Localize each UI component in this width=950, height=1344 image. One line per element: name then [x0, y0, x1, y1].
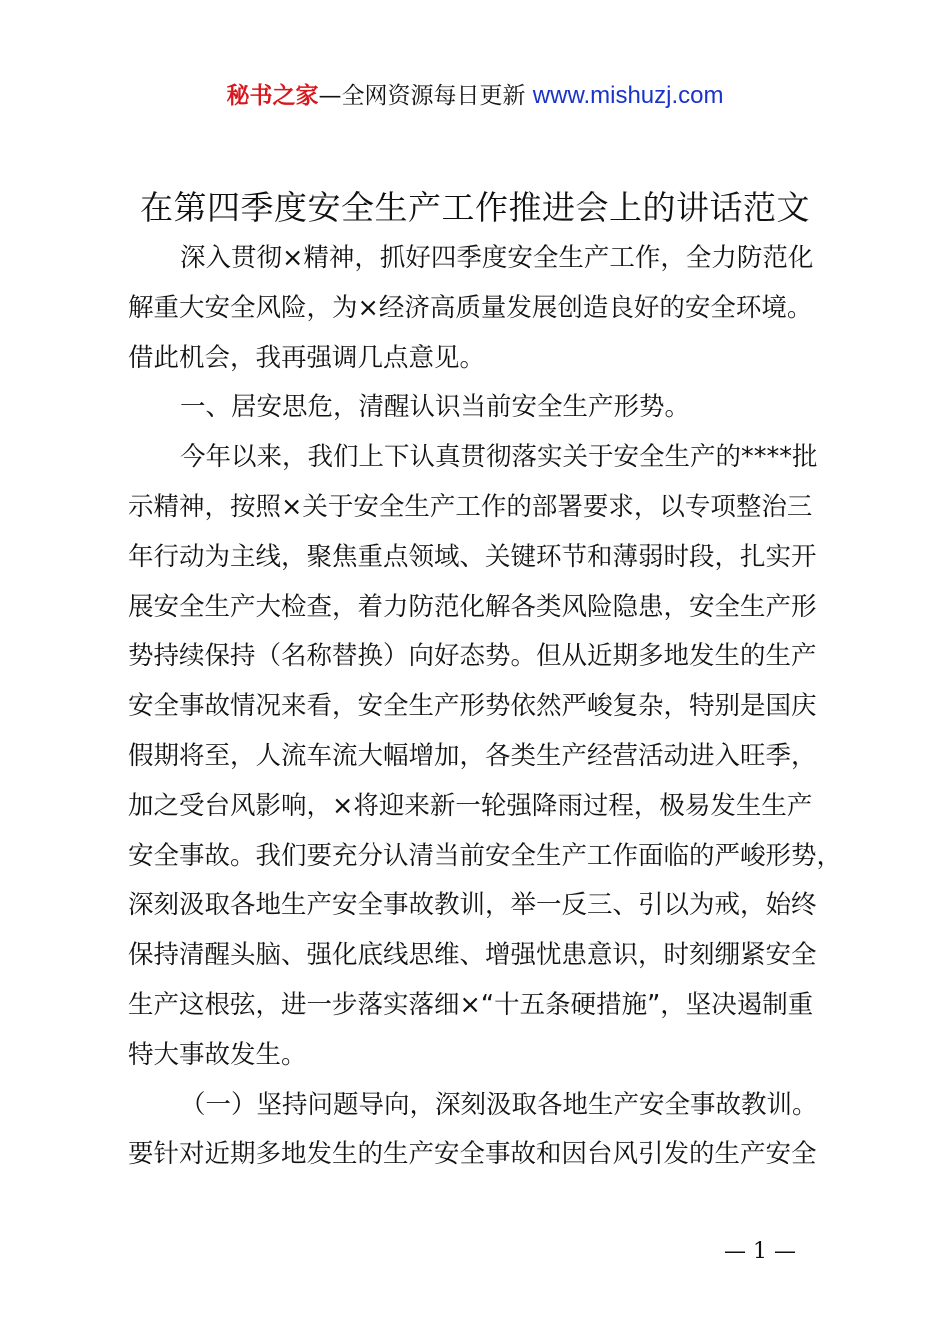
subsection-heading: （一）坚持问题导向，深刻汲取各地生产安全事故教训。 — [180, 1089, 818, 1120]
body-line: 特大事故发生。 — [128, 1039, 307, 1070]
section-heading: 一、居安思危，清醒认识当前安全生产形势。 — [180, 392, 691, 423]
body-line: 深刻汲取各地生产安全事故教训，举一反三、引以为戒，始终 — [128, 890, 817, 921]
body-line: 深入贯彻×精神，抓好四季度安全生产工作，全力防范化 — [180, 243, 814, 273]
site-url-link[interactable]: www.mishuzj.com — [532, 82, 724, 109]
body-line: 加之受台风影响，×将迎来新一轮强降雨过程，极易发生生产 — [128, 790, 813, 821]
body-line: 安全事故。我们要充分认清当前安全生产工作面临的严峻形势， — [128, 840, 843, 871]
body-line: 示精神，按照×关于安全生产工作的部署要求，以专项整治三 — [128, 491, 813, 522]
body-line: 借此机会，我再强调几点意见。 — [128, 342, 486, 373]
document-title: 在第四季度安全生产工作推进会上的讲话范文 — [140, 188, 810, 227]
body-line: 年行动为主线，聚焦重点领域、关键环节和薄弱时段，扎实开 — [128, 541, 817, 572]
body-line: 解重大安全风险，为×经济高质量发展创造良好的安全环境。 — [128, 292, 813, 323]
body-line: 安全事故情况来看，安全生产形势依然严峻复杂，特别是国庆 — [128, 691, 817, 722]
brand-name: 秘书之家 — [226, 83, 319, 109]
body-line: 假期将至，人流车流大幅增加，各类生产经营活动进入旺季， — [128, 740, 817, 771]
body-line: 保持清醒头脑、强化底线思维、增强忧患意识，时刻绷紧安全 — [128, 940, 817, 971]
body-line: 展安全生产大检查，着力防范化解各类风险隐患，安全生产形 — [128, 591, 817, 622]
site-header — [0, 80, 950, 112]
page-number: — 1 — — [724, 1239, 796, 1264]
body-line: 生产这根弦，进一步落实落细×“十五条硬措施”，坚决遏制重 — [128, 989, 814, 1020]
document-body — [128, 234, 843, 1180]
body-line: 今年以来，我们上下认真贯彻落实关于安全生产的****批 — [180, 442, 818, 473]
body-line: 势持续保持（名称替换）向好态势。但从近期多地发生的生产 — [128, 641, 817, 672]
body-line: 要针对近期多地发生的生产安全事故和因台风引发的生产安全 — [128, 1139, 817, 1170]
header-tagline: —全网资源每日更新 — [318, 83, 526, 109]
